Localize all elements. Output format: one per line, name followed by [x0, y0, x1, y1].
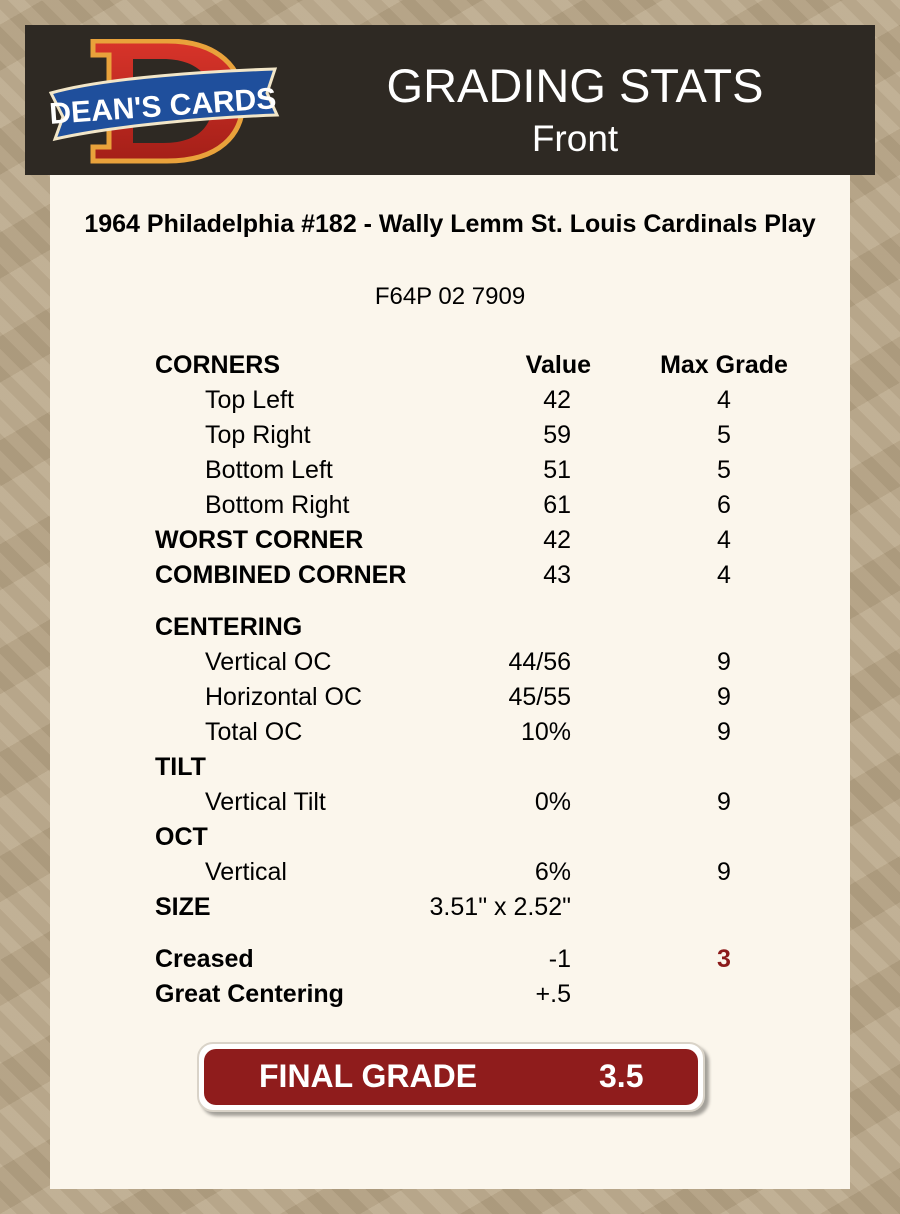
row-max-grade: 9 [717, 858, 731, 886]
row-max-grade: 5 [717, 421, 731, 449]
row-value: 51 [543, 456, 571, 484]
row-value: 61 [543, 491, 571, 519]
grade-row [50, 421, 850, 456]
row-label: Vertical Tilt [205, 788, 326, 816]
row-label: Vertical [205, 858, 287, 886]
row-max-grade: 4 [717, 561, 731, 589]
final-grade-box [197, 1042, 705, 1112]
grade-row [50, 386, 850, 421]
row-max-grade: 6 [717, 491, 731, 519]
grade-row [50, 683, 850, 718]
row-max-grade: 3 [717, 945, 731, 973]
cert-number: F64P 02 7909 [374, 283, 526, 310]
row-label: Top Right [205, 421, 311, 449]
final-grade-value: 3.5 [599, 1058, 644, 1094]
row-label: Bottom Right [205, 491, 350, 519]
row-label: TILT [155, 753, 206, 781]
row-label: COMBINED CORNER [155, 561, 407, 589]
row-label: OCT [155, 823, 208, 851]
row-label: Bottom Left [205, 456, 333, 484]
grade-row [50, 945, 850, 980]
page-subtitle: Front [531, 118, 619, 159]
grade-row [50, 561, 850, 596]
row-label: Great Centering [155, 980, 344, 1008]
row-label: SIZE [155, 893, 211, 921]
row-label: Horizontal OC [205, 683, 362, 711]
row-value: 44/56 [508, 648, 571, 676]
grade-row [50, 648, 850, 683]
grade-row [50, 526, 850, 561]
header-bar [25, 25, 875, 175]
row-label: Total OC [205, 718, 303, 746]
row-label: Vertical OC [205, 648, 332, 676]
row-value: 10% [520, 718, 571, 746]
final-grade-bar [204, 1049, 698, 1105]
row-label: Creased [155, 945, 254, 973]
grade-row [50, 718, 850, 753]
grade-row [50, 613, 850, 648]
row-max-grade: 9 [717, 718, 731, 746]
grade-row [50, 753, 850, 788]
logo-text: DEAN'S CARDS [48, 82, 278, 131]
grade-row [50, 893, 850, 928]
grade-row [50, 788, 850, 823]
deans-cards-logo [47, 39, 283, 164]
row-value: 6% [534, 858, 571, 886]
grade-row [50, 491, 850, 526]
value-column-header: Value [525, 351, 591, 379]
row-label: CORNERS [155, 351, 281, 379]
grade-row [50, 858, 850, 893]
card-name: 1964 Philadelphia #182 - Wally Lemm St. Louis Cardinals Play [84, 210, 816, 238]
grade-row [50, 351, 850, 386]
row-value: 45/55 [508, 683, 571, 711]
grade-row [50, 980, 850, 1015]
row-value: 0% [534, 788, 571, 816]
row-max-grade: 9 [717, 648, 731, 676]
row-value: 59 [543, 421, 571, 449]
row-label: CENTERING [155, 613, 303, 641]
row-value: 43 [543, 561, 571, 589]
row-value: 42 [543, 526, 571, 554]
row-max-grade: 4 [717, 386, 731, 414]
row-max-grade: 9 [717, 683, 731, 711]
row-value: +.5 [535, 980, 571, 1008]
row-max-grade: 4 [717, 526, 731, 554]
grade-row [50, 456, 850, 491]
row-max-grade: 9 [717, 788, 731, 816]
grading-panel [50, 175, 850, 1189]
page-title: GRADING STATS [386, 59, 764, 112]
grade-row [50, 823, 850, 858]
row-max-grade: 5 [717, 456, 731, 484]
row-value: 3.51" x 2.52" [429, 893, 571, 921]
row-value: 42 [543, 386, 571, 414]
row-label: Top Left [205, 386, 294, 414]
row-label: WORST CORNER [155, 526, 364, 554]
final-grade-label: FINAL GRADE [259, 1058, 478, 1094]
max-grade-column-header: Max Grade [660, 351, 788, 379]
row-value: -1 [548, 945, 571, 973]
